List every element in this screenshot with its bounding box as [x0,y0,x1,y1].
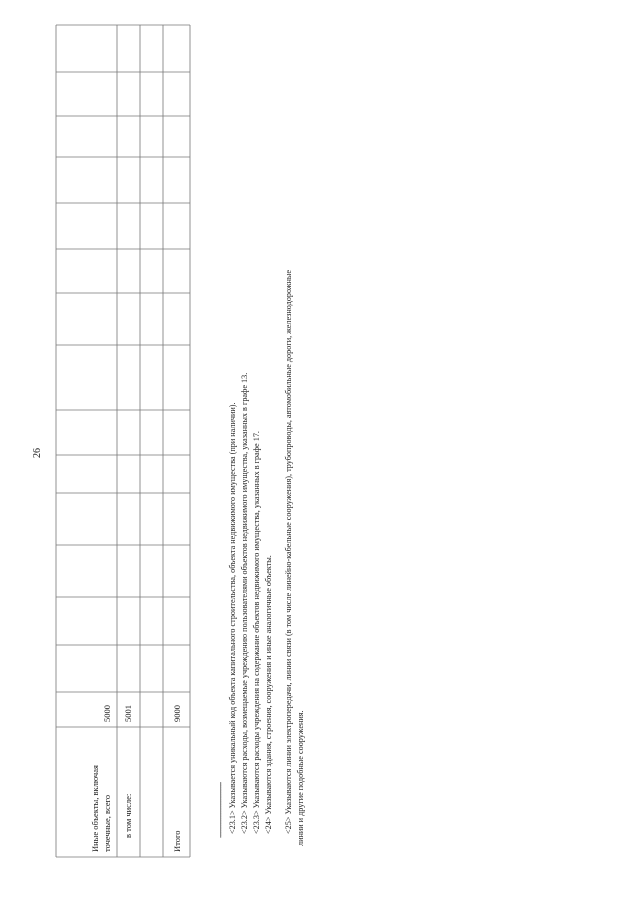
row-label-other-objects-line1: Иные объекты, включая [90,765,100,852]
footnote-separator: -------------------------------- [216,782,225,838]
row-code-9000: 9000 [172,705,182,722]
footnote-25-continued: линии и другие подобные сооружения. [296,710,305,846]
row-code-5001: 5001 [123,705,133,722]
row-label-total: Итого [172,830,182,852]
footnote-25: <25> Указываются линии электропередачи, линии связи (в том числе линейно-кабельные сооружения), трубопроводы, автомобильные дороги, железнодорожные [284,269,293,834]
page-number: 26 [32,448,43,458]
footnote-23-3: <23.3> Указываются расходы учреждения на содержание объектов недвижимого имущества, указанных в графе 17. [252,431,261,834]
row-code-5000: 5000 [102,705,112,722]
footnote-23-1: <23.1> Указывается уникальный код объекта капитального строительства, объекта недвижимого имущества (при наличии). [228,402,237,834]
row-label-including: в том числе: [123,793,133,838]
row-label-other-objects-line2: точечные, всего [102,794,112,852]
footnote-24: <24> Указываются здания, строения, сооружения и иные аналогичные объекты. [264,555,273,834]
footnote-23-2: <23.2> Указываются расходы, возмещаемые учреждению пользователями объектов недвижимого имущества, указанных в графе 13. [240,372,249,834]
